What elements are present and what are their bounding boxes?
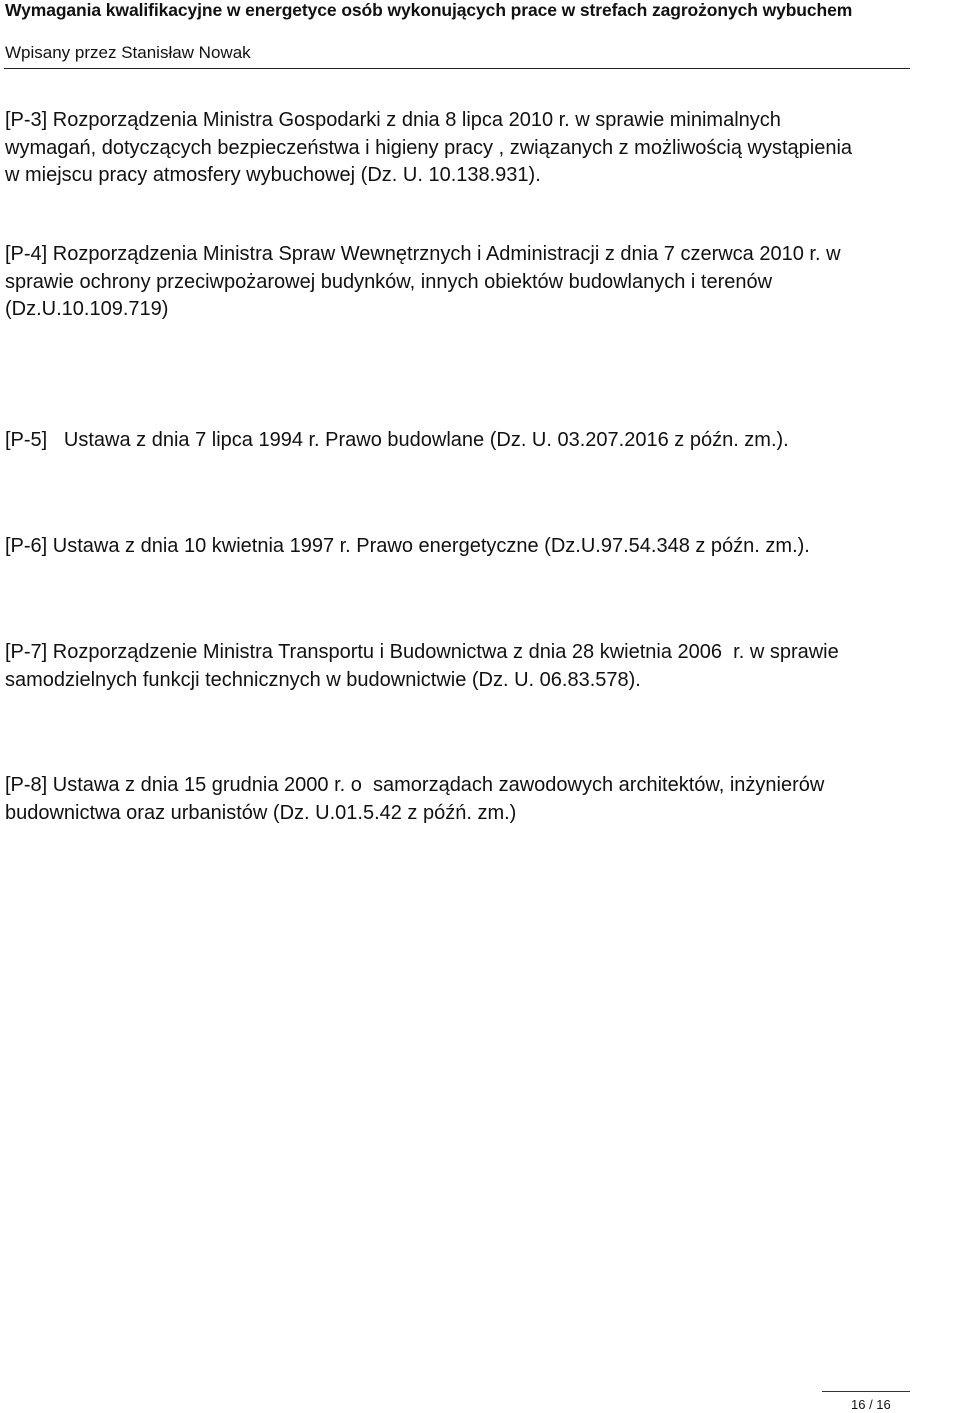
reference-line: [P-8] Ustawa z dnia 15 grudnia 2000 r. o samorządach zawodowych architektów, inżynierów xyxy=(5,774,825,796)
reference-line: wymagań, dotyczących bezpieczeństwa i higieny pracy , związanych z możliwością wystąpienia xyxy=(5,136,853,159)
reference-line: [P-6] Ustawa z dnia 10 kwietnia 1997 r. Prawo energetyczne (Dz.U.97.54.348 z późn. zm.). xyxy=(5,535,810,557)
document-author: Wpisany przez Stanisław Nowak xyxy=(5,43,251,62)
reference-p4 xyxy=(5,241,910,324)
reference-line: [P-4] Rozporządzenia Ministra Spraw Wewnętrznych i Administracji z dnia 7 czerwca 2010 r. w xyxy=(5,243,841,265)
footer-divider xyxy=(822,1391,910,1392)
reference-p8 xyxy=(5,772,910,827)
document-title: Wymagania kwalifikacyjne w energetyce osób wykonujących prace w strefach zagrożonych wybuchem xyxy=(5,0,853,20)
page-number: 16 / 16 xyxy=(851,1397,891,1412)
reference-p5 xyxy=(5,427,910,455)
reference-p3 xyxy=(5,107,910,190)
reference-p7 xyxy=(5,639,910,694)
reference-line: (Dz.U.10.109.719) xyxy=(5,298,169,320)
reference-line: [P-7] Rozporządzenie Ministra Transportu i Budownictwa z dnia 28 kwietnia 2006 r. w sprawie xyxy=(5,641,839,663)
reference-line: budownictwa oraz urbanistów (Dz. U.01.5.42 z późń. zm.) xyxy=(5,801,517,824)
reference-line: samodzielnych funkcji technicznych w budownictwie (Dz. U. 06.83.578). xyxy=(5,668,641,691)
header-divider xyxy=(4,68,910,69)
reference-line: [P-5] Ustawa z dnia 7 lipca 1994 r. Prawo budowlane (Dz. U. 03.207.2016 z późn. zm.). xyxy=(5,429,789,451)
reference-line: w miejscu pracy atmosfery wybuchowej (Dz. U. 10.138.931). xyxy=(5,164,541,186)
reference-line: [P-3] Rozporządzenia Ministra Gospodarki z dnia 8 lipca 2010 r. w sprawie minimalnych xyxy=(5,109,781,131)
reference-p6 xyxy=(5,533,910,561)
reference-line: sprawie ochrony przeciwpożarowej budynków, innych obiektów budowlanych i terenów xyxy=(5,270,773,293)
